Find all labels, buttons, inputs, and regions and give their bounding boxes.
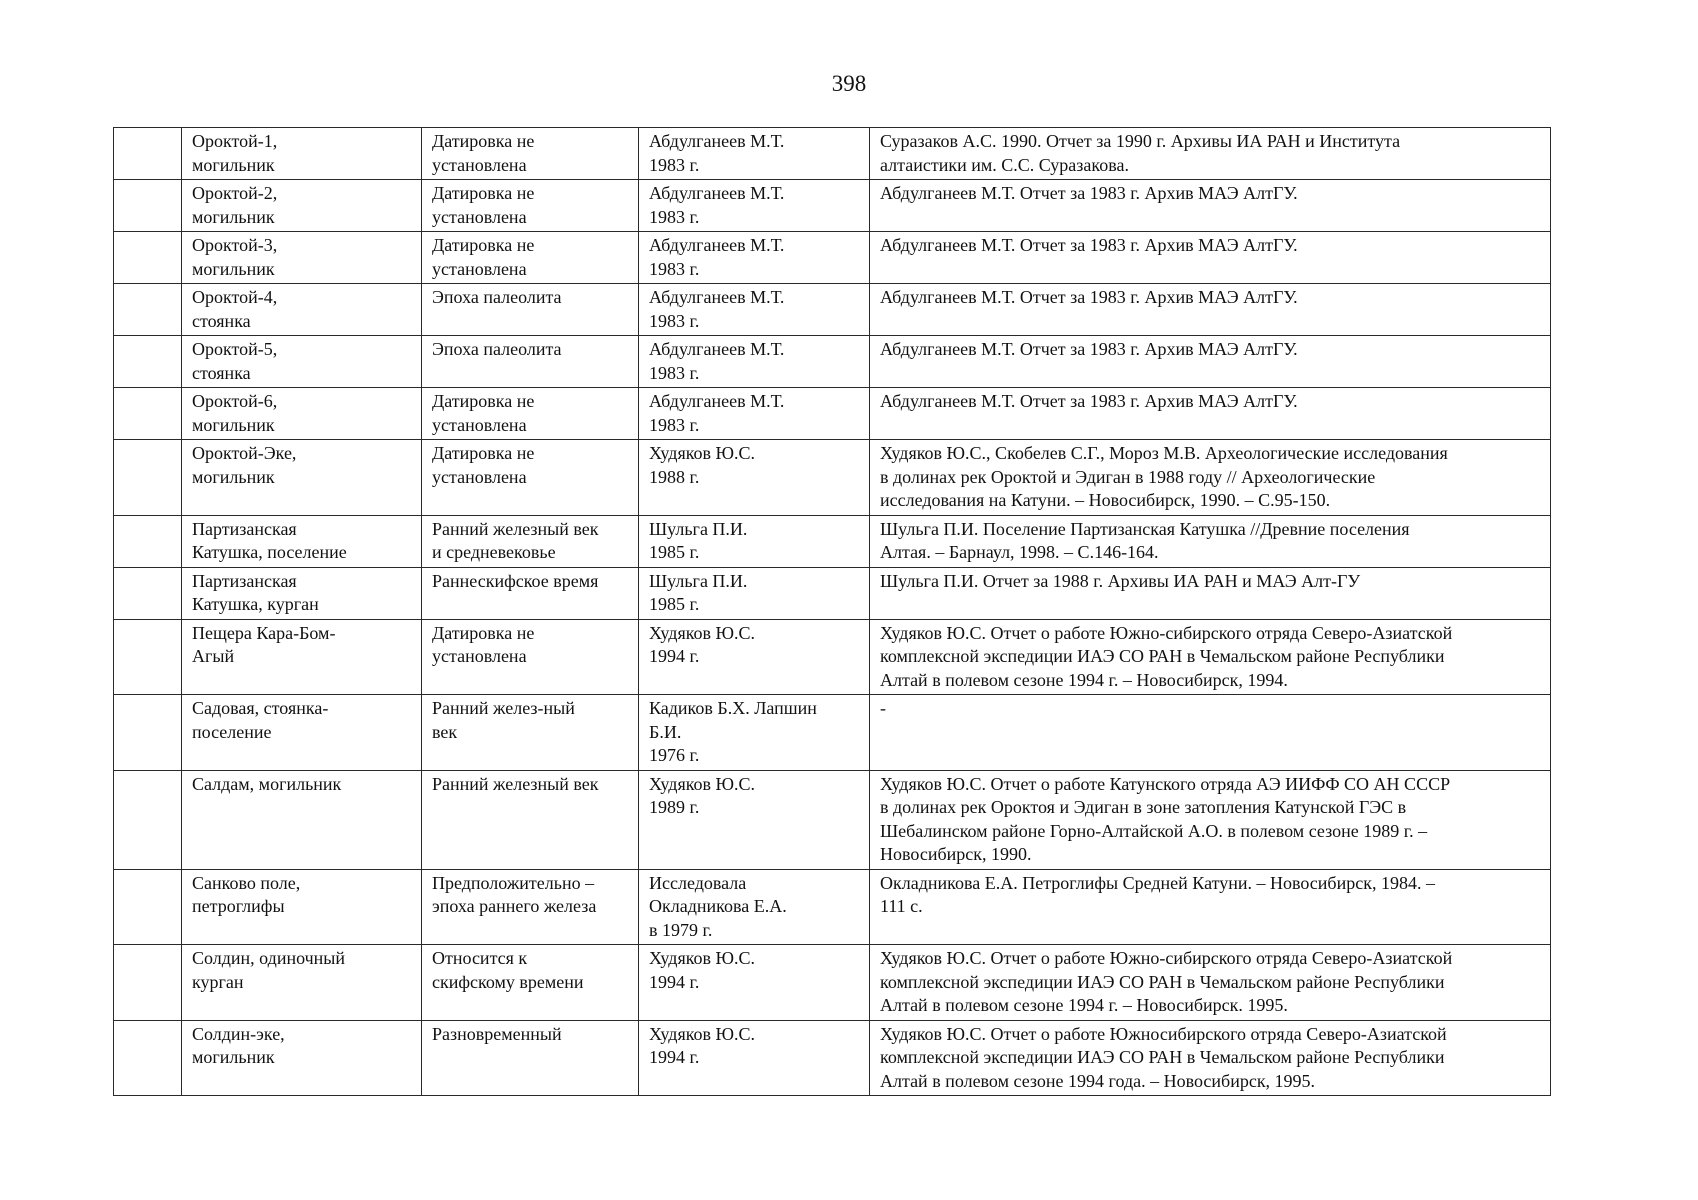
dating-cell: Раннескифское время — [422, 567, 639, 619]
dating-cell: Эпоха палеолита — [422, 336, 639, 388]
researcher-cell: Кадиков Б.Х. Лапшин Б.И. 1976 г. — [639, 695, 870, 771]
table-row — [114, 869, 1551, 945]
number-cell — [114, 388, 182, 440]
dating-cell: Датировка не установлена — [422, 388, 639, 440]
site-name-cell: Ороктой-3, могильник — [182, 232, 422, 284]
dating-cell: Эпоха палеолита — [422, 284, 639, 336]
source-cell: Худяков Ю.С. Отчет о работе Южно-сибирского отряда Северо-Азиатской комплексной экспедиции ИАЭ СО РАН в Чемальском районе Республики Алтай в полевом сезоне 1994 г. – Новосибирск. 1995. — [870, 945, 1551, 1021]
source-cell: Окладникова Е.А. Петроглифы Средней Катуни. – Новосибирск, 1984. – 111 с. — [870, 869, 1551, 945]
table-row — [114, 945, 1551, 1021]
researcher-cell: Абдулганеев М.Т. 1983 г. — [639, 180, 870, 232]
dating-cell: Датировка не установлена — [422, 232, 639, 284]
source-cell: Шульга П.И. Отчет за 1988 г. Архивы ИА РАН и МАЭ Алт-ГУ — [870, 567, 1551, 619]
source-cell: Абдулганеев М.Т. Отчет за 1983 г. Архив МАЭ АлтГУ. — [870, 388, 1551, 440]
researcher-cell: Абдулганеев М.Т. 1983 г. — [639, 388, 870, 440]
number-cell — [114, 945, 182, 1021]
source-cell: Суразаков А.С. 1990. Отчет за 1990 г. Архивы ИА РАН и Института алтаистики им. С.С. Суразакова. — [870, 128, 1551, 180]
researcher-cell: Худяков Ю.С. 1989 г. — [639, 770, 870, 869]
source-cell: Абдулганеев М.Т. Отчет за 1983 г. Архив МАЭ АлтГУ. — [870, 284, 1551, 336]
researcher-cell: Абдулганеев М.Т. 1983 г. — [639, 284, 870, 336]
page-number: 398 — [831, 71, 867, 96]
table-row — [114, 180, 1551, 232]
table-row — [114, 695, 1551, 771]
researcher-cell: Худяков Ю.С. 1988 г. — [639, 440, 870, 516]
number-cell — [114, 567, 182, 619]
table-row — [114, 515, 1551, 567]
source-cell: Худяков Ю.С. Отчет о работе Южно-сибирского отряда Северо-Азиатской комплексной экспедиции ИАЭ СО РАН в Чемальском районе Республики Алтай в полевом сезоне 1994 г. – Новосибирск, 1994. — [870, 619, 1551, 695]
dating-cell: Датировка не установлена — [422, 128, 639, 180]
site-name-cell: Ороктой-4, стоянка — [182, 284, 422, 336]
monuments-table-body — [114, 128, 1551, 1096]
table-row — [114, 232, 1551, 284]
researcher-cell: Худяков Ю.С. 1994 г. — [639, 945, 870, 1021]
number-cell — [114, 232, 182, 284]
source-cell: Абдулганеев М.Т. Отчет за 1983 г. Архив МАЭ АлтГУ. — [870, 336, 1551, 388]
dating-cell: Датировка не установлена — [422, 180, 639, 232]
site-name-cell: Солдин-эке, могильник — [182, 1020, 422, 1096]
source-cell: Шульга П.И. Поселение Партизанская Катушка //Древние поселения Алтая. – Барнаул, 1998. – С.146-164. — [870, 515, 1551, 567]
table-row — [114, 567, 1551, 619]
site-name-cell: Ороктой-2, могильник — [182, 180, 422, 232]
researcher-cell: Шульга П.И. 1985 г. — [639, 515, 870, 567]
dating-cell: Относится к скифскому времени — [422, 945, 639, 1021]
number-cell — [114, 1020, 182, 1096]
table-row — [114, 128, 1551, 180]
source-cell: Абдулганеев М.Т. Отчет за 1983 г. Архив МАЭ АлтГУ. — [870, 232, 1551, 284]
source-cell: Худяков Ю.С. Отчет о работе Южносибирского отряда Северо-Азиатской комплексной экспедиции ИАЭ СО РАН в Чемальском районе Республики Алтай в полевом сезоне 1994 года. – Новосибирск, 1995. — [870, 1020, 1551, 1096]
researcher-cell: Абдулганеев М.Т. 1983 г. — [639, 232, 870, 284]
researcher-cell: Исследовала Окладникова Е.А. в 1979 г. — [639, 869, 870, 945]
site-name-cell: Партизанская Катушка, курган — [182, 567, 422, 619]
dating-cell: Ранний железный век и средневековье — [422, 515, 639, 567]
monuments-table — [113, 127, 1551, 1096]
site-name-cell: Ороктой-1, могильник — [182, 128, 422, 180]
site-name-cell: Пещера Кара-Бом- Агый — [182, 619, 422, 695]
number-cell — [114, 284, 182, 336]
source-cell: Худяков Ю.С. Отчет о работе Катунского отряда АЭ ИИФФ СО АН СССР в долинах рек Ороктоя и Эдиган в зоне затопления Катунской ГЭС в Шебалинском районе Горно-Алтайской А.О. в полевом сезоне 1989 г. – Новосибирск, 1990. — [870, 770, 1551, 869]
dating-cell: Ранний желез-ный век — [422, 695, 639, 771]
number-cell — [114, 770, 182, 869]
table-row — [114, 770, 1551, 869]
number-cell — [114, 128, 182, 180]
site-name-cell: Садовая, стоянка- поселение — [182, 695, 422, 771]
site-name-cell: Партизанская Катушка, поселение — [182, 515, 422, 567]
site-name-cell: Ороктой-6, могильник — [182, 388, 422, 440]
source-cell: - — [870, 695, 1551, 771]
table-row — [114, 388, 1551, 440]
site-name-cell: Салдам, могильник — [182, 770, 422, 869]
dating-cell: Разновременный — [422, 1020, 639, 1096]
table-row — [114, 1020, 1551, 1096]
site-name-cell: Санково поле, петроглифы — [182, 869, 422, 945]
number-cell — [114, 619, 182, 695]
number-cell — [114, 869, 182, 945]
dating-cell: Датировка не установлена — [422, 440, 639, 516]
researcher-cell: Шульга П.И. 1985 г. — [639, 567, 870, 619]
number-cell — [114, 180, 182, 232]
researcher-cell: Абдулганеев М.Т. 1983 г. — [639, 336, 870, 388]
site-name-cell: Ороктой-5, стоянка — [182, 336, 422, 388]
researcher-cell: Абдулганеев М.Т. 1983 г. — [639, 128, 870, 180]
number-cell — [114, 336, 182, 388]
dating-cell: Датировка не установлена — [422, 619, 639, 695]
source-cell: Худяков Ю.С., Скобелев С.Г., Мороз М.В. Археологические исследования в долинах рек Ороктой и Эдиган в 1988 году // Археологические исследования на Катуни. – Новосибирск, 1990. – С.95-150. — [870, 440, 1551, 516]
dating-cell: Предположительно – эпоха раннего железа — [422, 869, 639, 945]
researcher-cell: Худяков Ю.С. 1994 г. — [639, 619, 870, 695]
number-cell — [114, 515, 182, 567]
site-name-cell: Солдин, одиночный курган — [182, 945, 422, 1021]
source-cell: Абдулганеев М.Т. Отчет за 1983 г. Архив МАЭ АлтГУ. — [870, 180, 1551, 232]
dating-cell: Ранний железный век — [422, 770, 639, 869]
table-row — [114, 619, 1551, 695]
table-row — [114, 284, 1551, 336]
table-row — [114, 440, 1551, 516]
site-name-cell: Ороктой-Эке, могильник — [182, 440, 422, 516]
table-row — [114, 336, 1551, 388]
researcher-cell: Худяков Ю.С. 1994 г. — [639, 1020, 870, 1096]
number-cell — [114, 695, 182, 771]
number-cell — [114, 440, 182, 516]
